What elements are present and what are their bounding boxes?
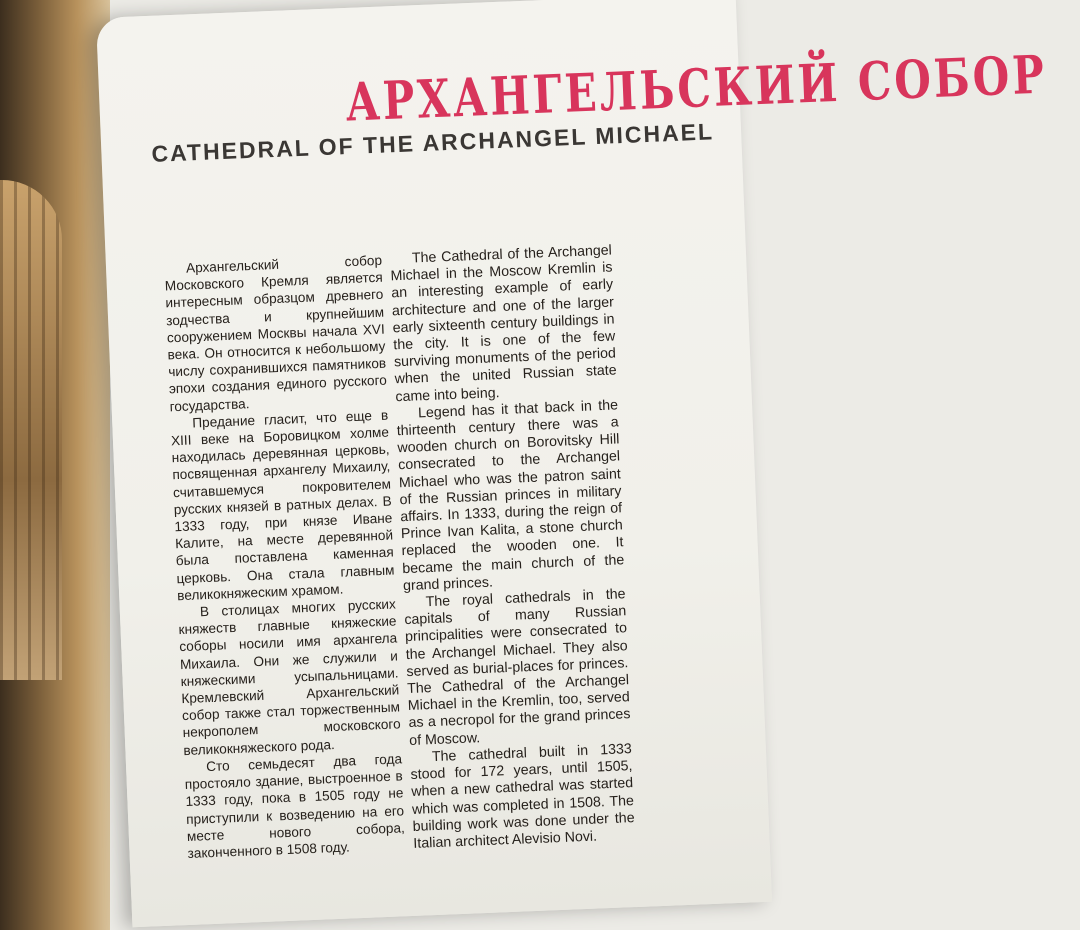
russian-text-column: [164, 252, 406, 862]
english-text-column: [390, 242, 636, 853]
english-paragraph: The cathedral built in 1333 stood for 172 years, until 1505, when a new cathedral was started which was completed in 1508. The building work was done under the Italian architect Alevisio Novi.: [410, 740, 635, 852]
russian-paragraph: Предание гласит, что еще в XIII веке на Боровицком холме находилась деревянная церковь, посвященная архангелу Михаилу, считавшемуся покровителем русских князей в ратных делах. В 1333 году, при князе Иване Калите, на месте деревянной была поставлена каменная церковь. Она стала главным великокняжеским храмом.: [170, 407, 395, 604]
russian-title: АРХАНГЕЛЬСКИЙ СОБОР: [344, 43, 1049, 134]
english-paragraph: Legend has it that back in the thirteenth century there was a wooden church on Borovitsky Hill consecrated to the Archangel Michael who was the patron saint of the Russian princes in military affairs. In 1333, during the reign of Prince Ivan Kalita, a stone church replaced the wooden one. It became the main church of the grand princes.: [396, 397, 625, 594]
english-title: CATHEDRAL OF THE ARCHANGEL MICHAEL: [150, 118, 715, 167]
russian-paragraph: Сто семьдесят два года простояло здание, выстроенное в 1333 году, пока в 1505 году не приступили к возведению на его месте нового собора, законченного в 1508 году.: [184, 751, 406, 861]
russian-paragraph: Архангельский собор Московского Кремля является интересным образцом древнего зодчества и крупнейшим сооружением Москвы начала XVI века. Он относится к небольшому числу сохранившихся памятников эпохи создания единого русского государства.: [164, 252, 388, 414]
cathedral-facade-photo: [0, 180, 62, 680]
book-page: [96, 0, 1049, 927]
english-paragraph: The royal cathedrals in the capitals of many Russian principalities were consecrated to the Archangel Michael. They also served as burial-places for princes. The Cathedral of the Archangel Michael in the Kremlin, too, served as a necropol for the grand princes of Moscow.: [404, 586, 631, 749]
facing-page-photo: [0, 0, 110, 930]
russian-paragraph: В столицах многих русских княжеств главные княжеские соборы носили имя архангела Михаила. Они же служили и княжескими усыпальницами. Кремлевский Архангельский собор также стал торжественным некрополем московского великокняжеского рода.: [178, 596, 401, 758]
english-paragraph: The Cathedral of the Archangel Michael in the Moscow Kremlin is an interesting example of early architecture and one of the larger early sixteenth century buildings in the city. It is one of the few surviving monuments of the period when the united Russian state came into being.: [390, 242, 617, 405]
